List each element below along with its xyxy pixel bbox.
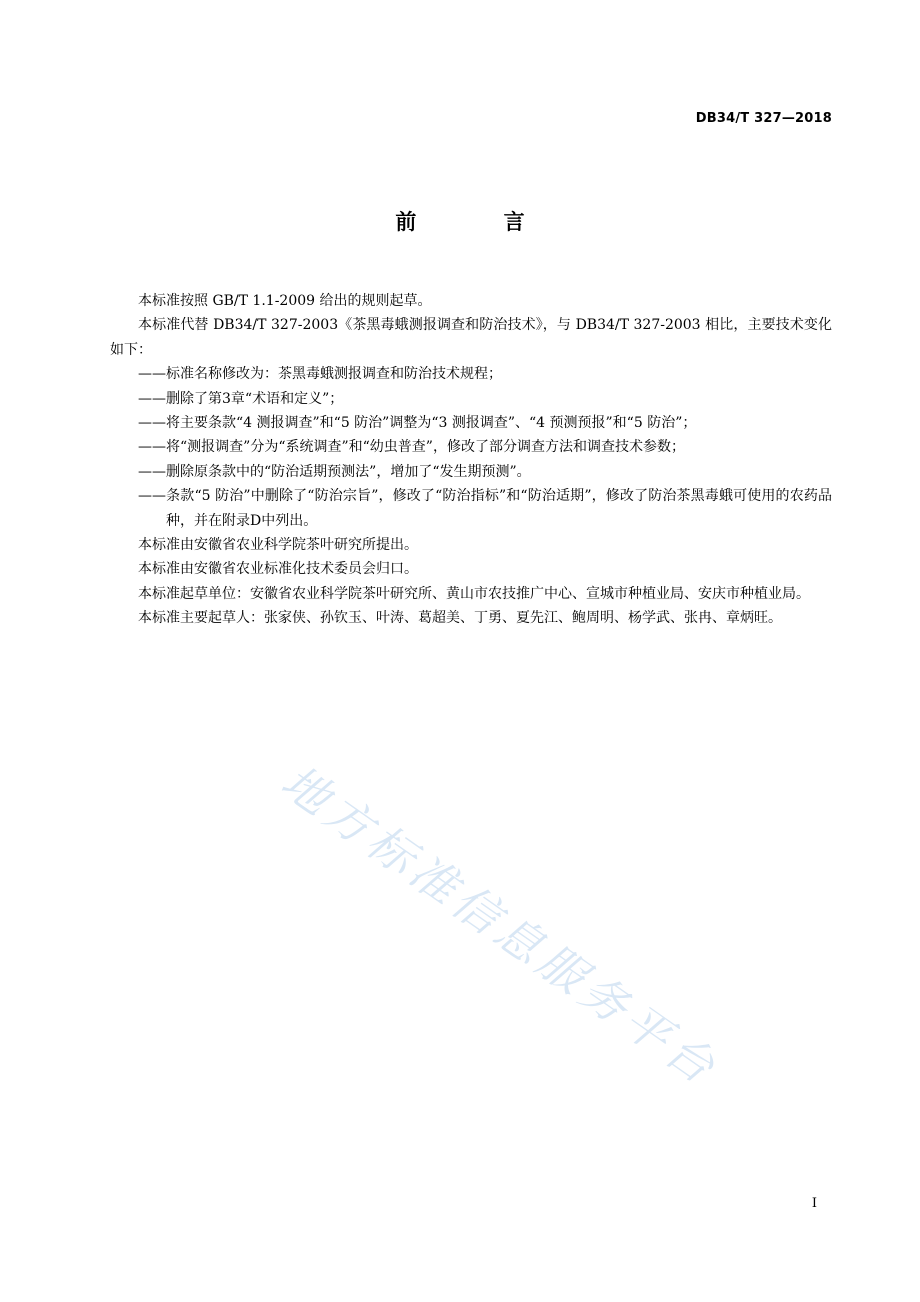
standard-code: DB34/T 327—2018: [695, 111, 832, 126]
change-item-control: ——条款“5 防治”中删除了“防治宗旨”，修改了“防治指标”和“防治适期”，修改了防治茶黑毒蛾可使用的农药品种，并在附录D中列出。: [138, 488, 832, 529]
paragraph-replacement: 本标准代替 DB34/T 327-2003《茶黑毒蛾测报调查和防治技术》，与 DB34/T 327-2003 相比，主要技术变化如下：: [110, 317, 832, 358]
change-item-forecast: ——删除原条款中的“防治适期预测法”，增加了“发生期预测”。: [138, 463, 531, 480]
change-item-terms: ——删除了第3章“术语和定义”；: [138, 390, 344, 407]
page-title: 前 言: [395, 210, 565, 234]
page-number: I: [811, 1196, 817, 1211]
watermark: 地方标准信息服务平台: [271, 754, 729, 1097]
paragraph-drafting-rules: 本标准按照 GB/T 1.1-2009 给出的规则起草。: [138, 293, 432, 309]
change-item-survey: ——将“测报调查”分为“系统调查”和“幼虫普查”，修改了部分调查方法和调查技术参数；: [138, 439, 685, 456]
paragraph-committee: 本标准由安徽省农业标准化技术委员会归口。: [138, 561, 418, 578]
change-item-name: ——标准名称修改为：茶黑毒蛾测报调查和防治技术规程；: [138, 366, 502, 383]
document-body: [110, 289, 832, 631]
paragraph-proposer: 本标准由安徽省农业科学院茶叶研究所提出。: [138, 537, 418, 554]
paragraph-drafting-units: 本标准起草单位：安徽省农业科学院茶叶研究所、黄山市农技推广中心、宣城市种植业局、安庆市种植业局。: [138, 585, 810, 602]
change-item-clauses: ——将主要条款“4 测报调查”和“5 防治”调整为“3 测报调查”、“4 预测预报”和“5 防治”；: [138, 415, 697, 432]
paragraph-drafters: 本标准主要起草人：张家侠、孙钦玉、叶涛、葛超美、丁勇、夏先江、鲍周明、杨学武、张冉、章炳旺。: [138, 610, 782, 627]
